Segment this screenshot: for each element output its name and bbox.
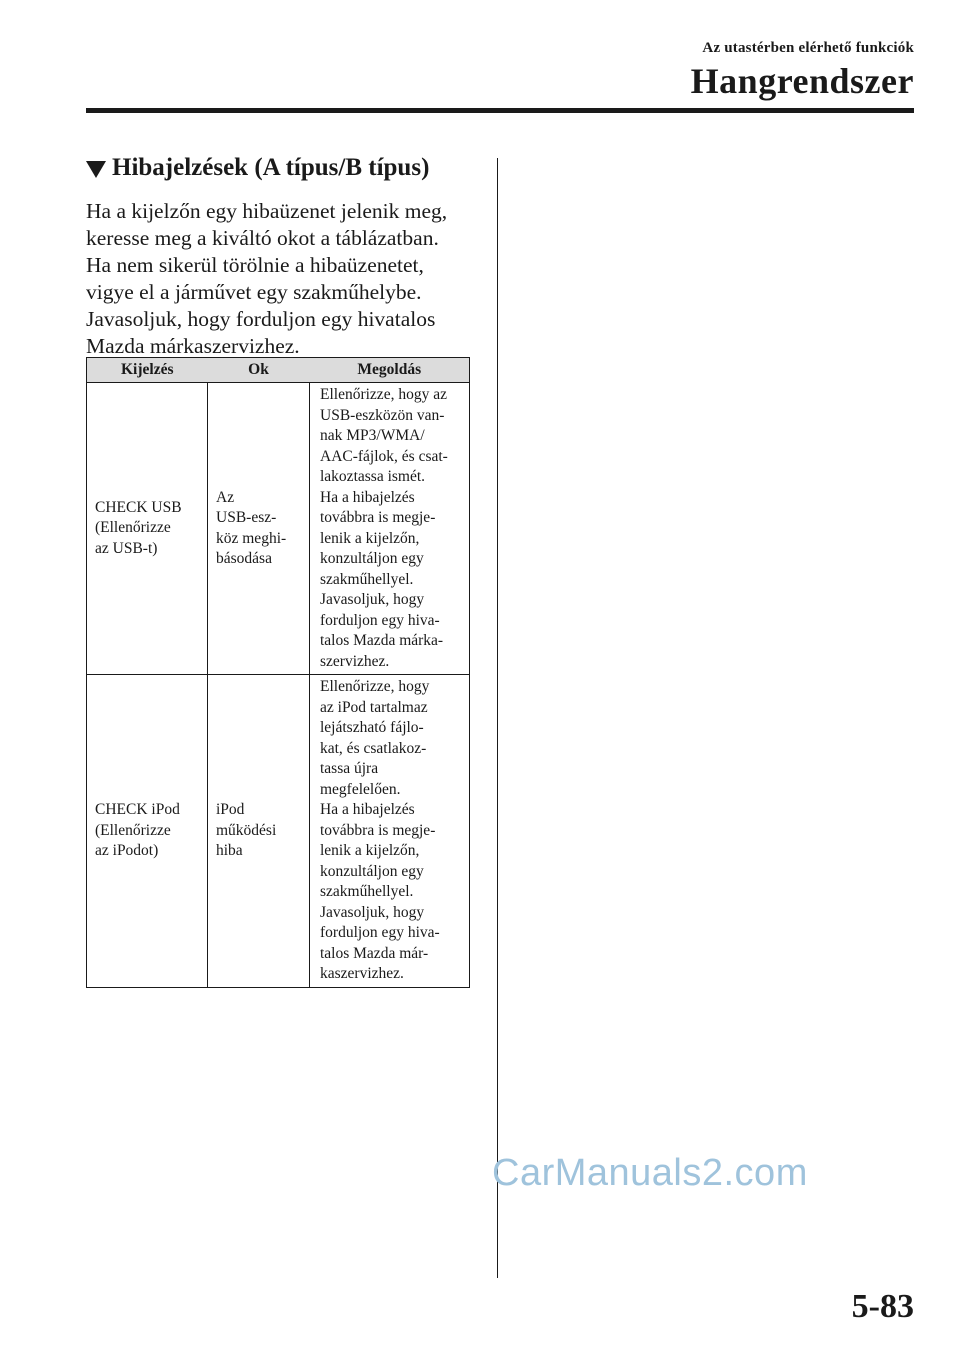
paragraph-line: Ha a kijelzőn egy hibaüzenet jelenik meg, <box>86 199 448 223</box>
cell-line: kaszervizhez. <box>320 965 404 982</box>
watermark-logo: CarManuals2.com <box>492 1152 808 1194</box>
cell-line: kat, és csatlakoz- <box>320 739 427 757</box>
cell-line: Ellenőrizze, hogy <box>320 678 430 695</box>
cell-line: USB-esz- <box>216 509 277 526</box>
cell-line: konzultáljon egy <box>320 862 424 880</box>
page-number: 5-83 <box>851 1288 914 1325</box>
cell-line: talos Mazda már- <box>320 944 429 962</box>
cell-line: szervizhez. <box>320 652 390 670</box>
cell-line: talos Mazda márka- <box>320 632 444 649</box>
cell-line: továbbra is megje- <box>320 509 436 526</box>
cell-line: konzultáljon egy <box>320 550 424 567</box>
table-header-row <box>87 358 470 383</box>
cell-line: szakműhellyel. <box>320 883 414 900</box>
cell-line: Ha a hibajelzés <box>320 488 415 506</box>
table-row <box>87 383 470 675</box>
section-heading-text: Hibajelzések (A típus/B típus) <box>112 154 430 181</box>
cell-line: AAC-fájlok, és csat- <box>320 447 448 465</box>
section-heading <box>86 154 429 182</box>
cell-line: hiba <box>216 842 243 859</box>
cause-cell <box>208 383 310 675</box>
cell-line: forduljon egy hiva- <box>320 611 440 629</box>
cell-line: Javasoljuk, hogy <box>320 591 425 608</box>
cell-line: CHECK iPod <box>95 801 180 818</box>
cell-line: CHECK USB <box>95 498 182 516</box>
cell-line: tassa újra <box>320 760 379 777</box>
cell-line: lakoztassa ismét. <box>320 468 426 485</box>
cell-line: (Ellenőrizze <box>95 821 171 839</box>
paragraph-line: Ha nem sikerül törölnie a hibaüzenetet, <box>86 253 424 277</box>
column-header-display: Kijelzés <box>87 358 208 383</box>
solution-cell <box>310 675 470 988</box>
cell-line: USB-eszközön van- <box>320 406 445 424</box>
cell-line: Javasoljuk, hogy <box>320 903 425 921</box>
cell-line: továbbra is megje- <box>320 821 436 839</box>
cell-line: básodása <box>216 550 272 567</box>
paragraph-line: Mazda márkaszervizhez. <box>86 334 300 358</box>
header-rule <box>86 108 914 113</box>
cell-line: lejátszható fájlo- <box>320 719 424 736</box>
cell-line: szakműhellyel. <box>320 570 414 588</box>
cell-line: nak MP3/WMA/ <box>320 427 425 444</box>
cell-line: Az <box>216 488 235 506</box>
cell-line: az iPodot) <box>95 842 159 859</box>
cell-line: (Ellenőrizze <box>95 519 171 537</box>
cell-line: működési <box>216 821 277 839</box>
paragraph-line: Javasoljuk, hogy forduljon egy hivatalos <box>86 307 436 331</box>
cell-line: Ha a hibajelzés <box>320 801 415 818</box>
cell-line: lenik a kijelzőn, <box>320 842 420 859</box>
paragraph-line: keresse meg a kiváltó okot a táblázatban. <box>86 226 439 250</box>
header-title: Hangrendszer <box>690 61 914 101</box>
paragraph-line: vigye el a járművet egy szakműhelybe. <box>86 280 422 304</box>
cell-line: az USB-t) <box>95 539 158 557</box>
cell-line: iPod <box>216 801 245 818</box>
cell-line: az iPod tartalmaz <box>320 698 428 716</box>
triangle-down-icon <box>86 161 106 178</box>
cause-cell <box>208 675 310 988</box>
solution-cell <box>310 383 470 675</box>
table-row <box>87 675 470 988</box>
display-cell <box>87 675 208 988</box>
column-header-cause: Ok <box>208 358 310 383</box>
cell-line: megfelelően. <box>320 780 401 798</box>
header-subtitle: Az utastérben elérhető funkciók <box>702 40 914 56</box>
column-header-solution: Megoldás <box>310 358 470 383</box>
cell-line: köz meghi- <box>216 529 287 547</box>
display-cell <box>87 383 208 675</box>
error-table <box>86 357 470 988</box>
cell-line: lenik a kijelzőn, <box>320 529 420 547</box>
column-divider <box>497 158 498 1278</box>
cell-line: Ellenőrizze, hogy az <box>320 386 447 403</box>
intro-paragraph <box>86 198 486 360</box>
cell-line: forduljon egy hiva- <box>320 924 440 941</box>
